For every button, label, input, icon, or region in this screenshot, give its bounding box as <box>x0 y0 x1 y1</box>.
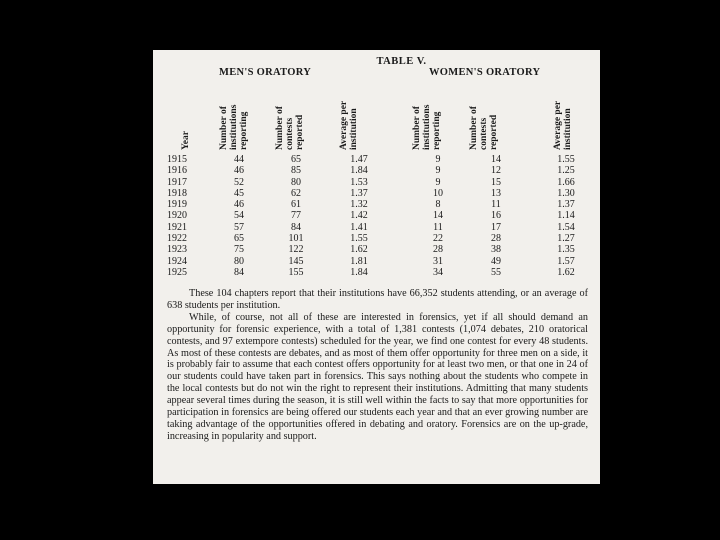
table-title: TABLE V. <box>376 56 427 67</box>
women-institutions-header: Number of institutions reporting <box>412 104 442 150</box>
men-institutions-header: Number of institutions reporting <box>219 104 249 150</box>
men-contests-header: Number of contests reported <box>275 106 305 150</box>
year-column-header: Year <box>181 131 191 150</box>
table-row: 1925 84 155 1.84 34 55 1.62 <box>167 266 575 278</box>
body-text <box>167 288 588 443</box>
women-contests-header: Number of contests reported <box>469 106 499 150</box>
mens-oratory-heading: MEN'S ORATORY <box>219 67 312 78</box>
table-row: 1922 65 101 1.55 22 28 1.27 <box>167 233 575 245</box>
table-row: 1918 45 62 1.37 10 13 1.30 <box>167 187 575 199</box>
table-row: 1921 57 84 1.41 11 17 1.54 <box>167 221 575 233</box>
table-body <box>153 154 600 278</box>
scanned-page <box>153 50 600 484</box>
table-row: 1923 75 122 1.62 28 38 1.35 <box>167 244 575 256</box>
womens-oratory-heading: WOMEN'S ORATORY <box>429 67 541 78</box>
paragraph: These 104 chapters report that their institutions have 66,352 students attending, or an average of 638 students per institution. <box>167 288 588 311</box>
table-row: 1916 46 85 1.84 9 12 1.25 <box>167 165 575 177</box>
table-row: 1924 80 145 1.81 31 49 1.57 <box>167 255 575 267</box>
table-row: 1915 44 65 1.47 9 14 1.55 <box>167 154 575 165</box>
men-average-header: Average per institution <box>339 100 359 150</box>
table-row: 1920 54 77 1.42 14 16 1.14 <box>167 210 575 222</box>
paragraph: While, of course, not all of these are interested in forensics, yet if all should demand an opportunity for forensic experience, with a total of 1,381 contests (1,074 debates, 210 oratorical contests, and 97 extempore contests) scheduled for the year, we find one contest for every 48 students. As most of these contests are debates, and as most of them offer opportunity for three men on a side, it is probably fair to assume that each contest offers opportunity for at least two men, or that one in 24 of our students could have taken part in forensics. This says nothing about the students who compete in the local contests but do not win the right to represent their institutions. Admitting that many students appear several times during the season, it is still well within the facts to say that more opportunities for participation in forensics are being offered our students each year and that an ever growing number are taking advantage of the opportunities offered in debating and oratory. Forensics are on the up-grade, increasing in popularity and support. <box>167 311 588 442</box>
table-row: 1919 46 61 1.32 8 11 1.37 <box>167 199 575 211</box>
table-row: 1917 52 80 1.53 9 15 1.66 <box>167 176 575 188</box>
women-average-header: Average per institution <box>553 100 573 150</box>
